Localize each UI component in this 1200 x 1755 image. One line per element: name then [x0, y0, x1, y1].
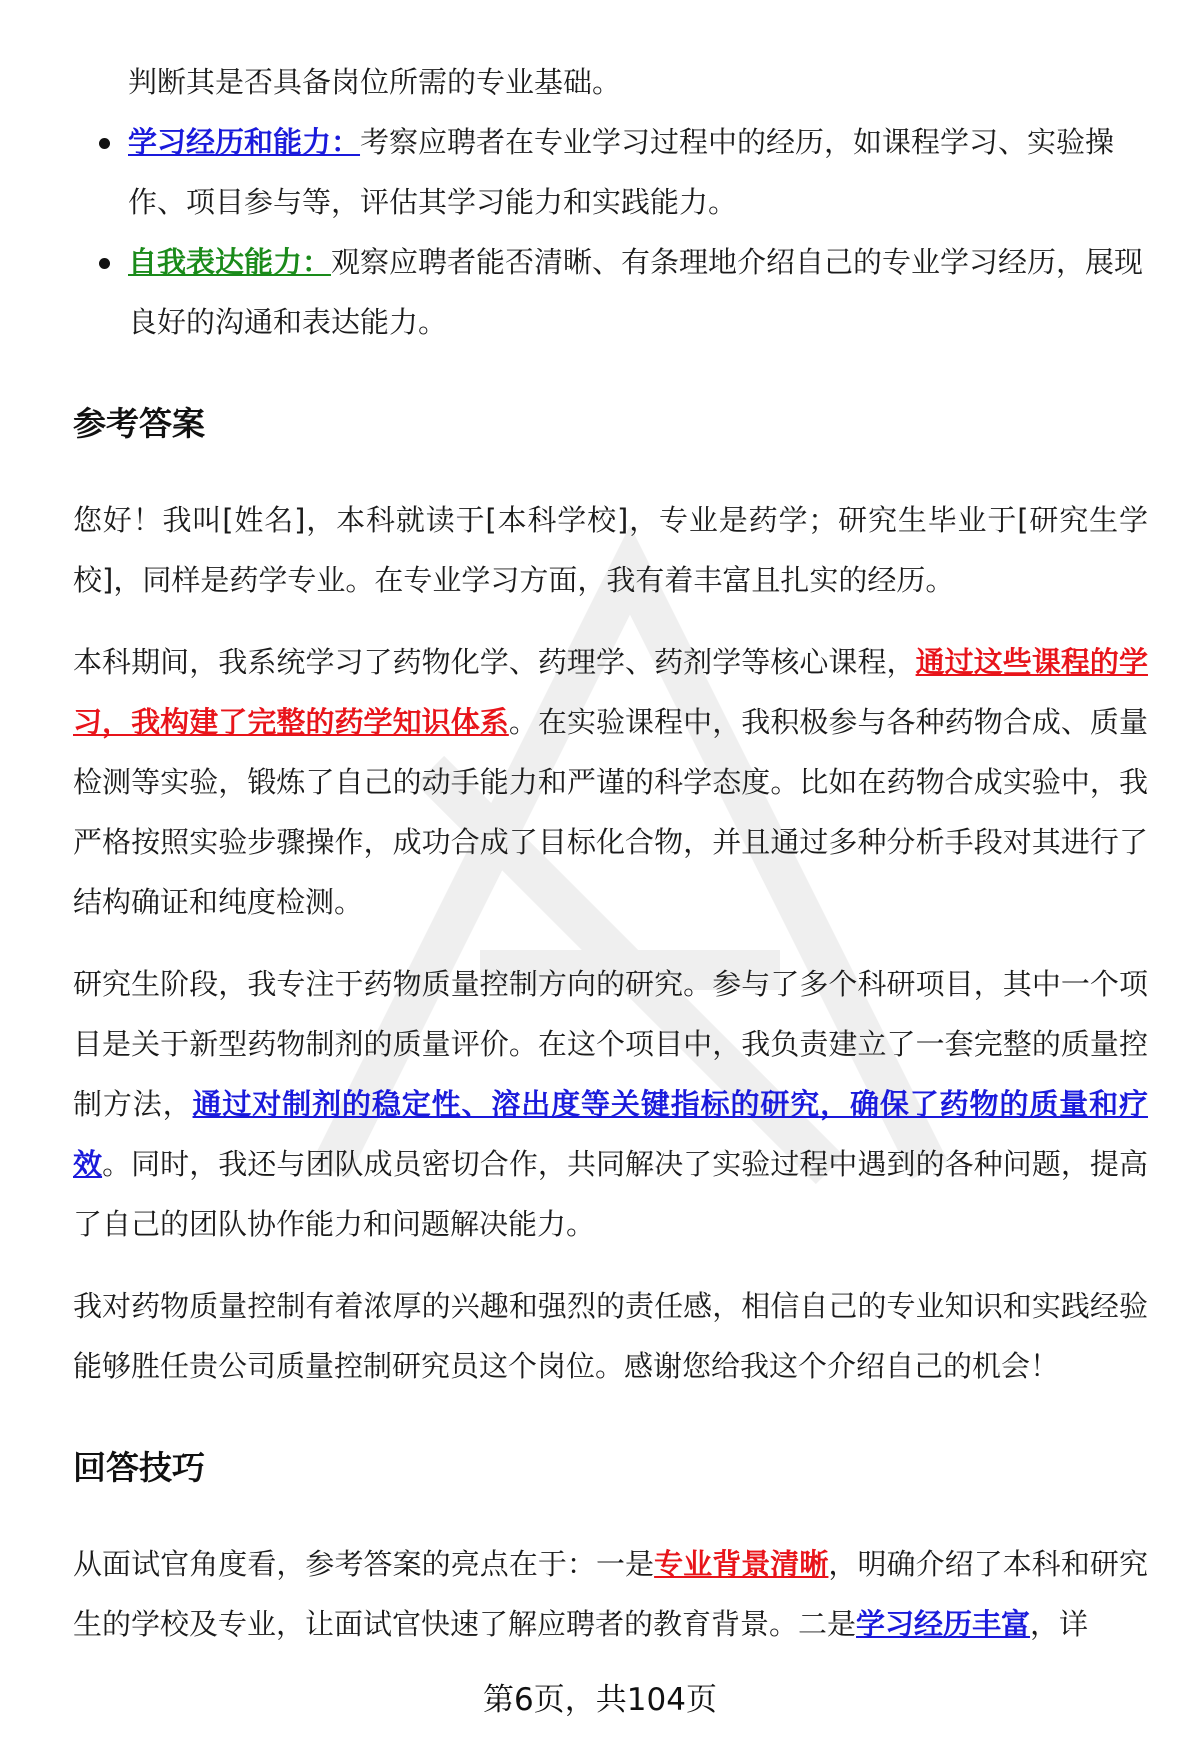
document-page — [73, 52, 1148, 1654]
answer-paragraph-3 — [73, 954, 1148, 1254]
bullet-text: 观察应聘者能否清晰、有条理地介绍自己的专业学习经历，展现良好的沟通和表达能力。 — [128, 245, 1144, 339]
text: 。在实验课程中，我积极参与各种药物合成、质量检测等实验，锻炼了自己的动手能力和严谨的科学态度。比如在药物合成实验中，我严格按照实验步骤操作，成功合成了目标化合物，并且通过多种分析手段对其进行了结构确证和纯度检测。 — [73, 705, 1148, 919]
text: 从面试官角度看，参考答案的亮点在于：一是 — [73, 1547, 655, 1581]
bullet-keyword: 自我表达能力： — [128, 245, 332, 279]
answer-paragraph-4: 我对药物质量控制有着浓厚的兴趣和强烈的责任感，相信自己的专业知识和实践经验能够胜任贵公司质量控制研究员这个岗位。感谢您给我这个介绍自己的机会！ — [73, 1289, 1148, 1383]
text: ，明确介绍了本科和研究生的学校及专业，让面试官快速了解应聘者的教育背景。二是 — [73, 1547, 1148, 1641]
list-item — [73, 112, 1148, 232]
list-item — [73, 232, 1148, 352]
text: 研究生阶段，我专注于药物质量控制方向的研究。参与了多个科研项目，其中一个项目是关于新型药物制剂的质量评价。在这个项目中，我负责建立了一套完整的质量控制方法， — [73, 967, 1148, 1121]
answer-paragraph-1: 您好！我叫[姓名]，本科就读于[本科学校]，专业是药学；研究生毕业于[研究生学校]，同样是药学专业。在专业学习方面，我有着丰富且扎实的经历。 — [73, 503, 1148, 597]
criteria-list — [73, 112, 1148, 352]
text: ，详 — [1030, 1607, 1089, 1641]
section-heading-tips: 回答技巧 — [73, 1448, 205, 1487]
tips-paragraph-1 — [73, 1534, 1148, 1654]
bullet-keyword: 学习经历和能力： — [128, 125, 361, 159]
highlight-red: 专业背景清晰 — [654, 1547, 829, 1581]
highlight-blue: 学习经历丰富 — [856, 1607, 1031, 1641]
section-heading-answer: 参考答案 — [73, 404, 205, 443]
text: 。同时，我还与团队成员密切合作，共同解决了实验过程中遇到的各种问题，提高了自己的团队协作能力和问题解决能力。 — [73, 1147, 1148, 1241]
page-number: 第6页，共104页 — [483, 1682, 717, 1718]
highlight-blue: 通过对制剂的稳定性、溶出度等关键指标的研究，确保了药物的质量和疗效 — [73, 1087, 1148, 1181]
intro-tail: 判断其是否具备岗位所需的专业基础。 — [128, 65, 622, 99]
answer-paragraph-2 — [73, 632, 1148, 932]
text: 本科期间，我系统学习了药物化学、药理学、药剂学等核心课程， — [73, 645, 916, 679]
bullet-text: 考察应聘者在专业学习过程中的经历，如课程学习、实验操作、项目参与等，评估其学习能力和实践能力。 — [128, 125, 1115, 219]
highlight-red: 通过这些课程的学习，我构建了完整的药学知识体系 — [73, 645, 1148, 739]
